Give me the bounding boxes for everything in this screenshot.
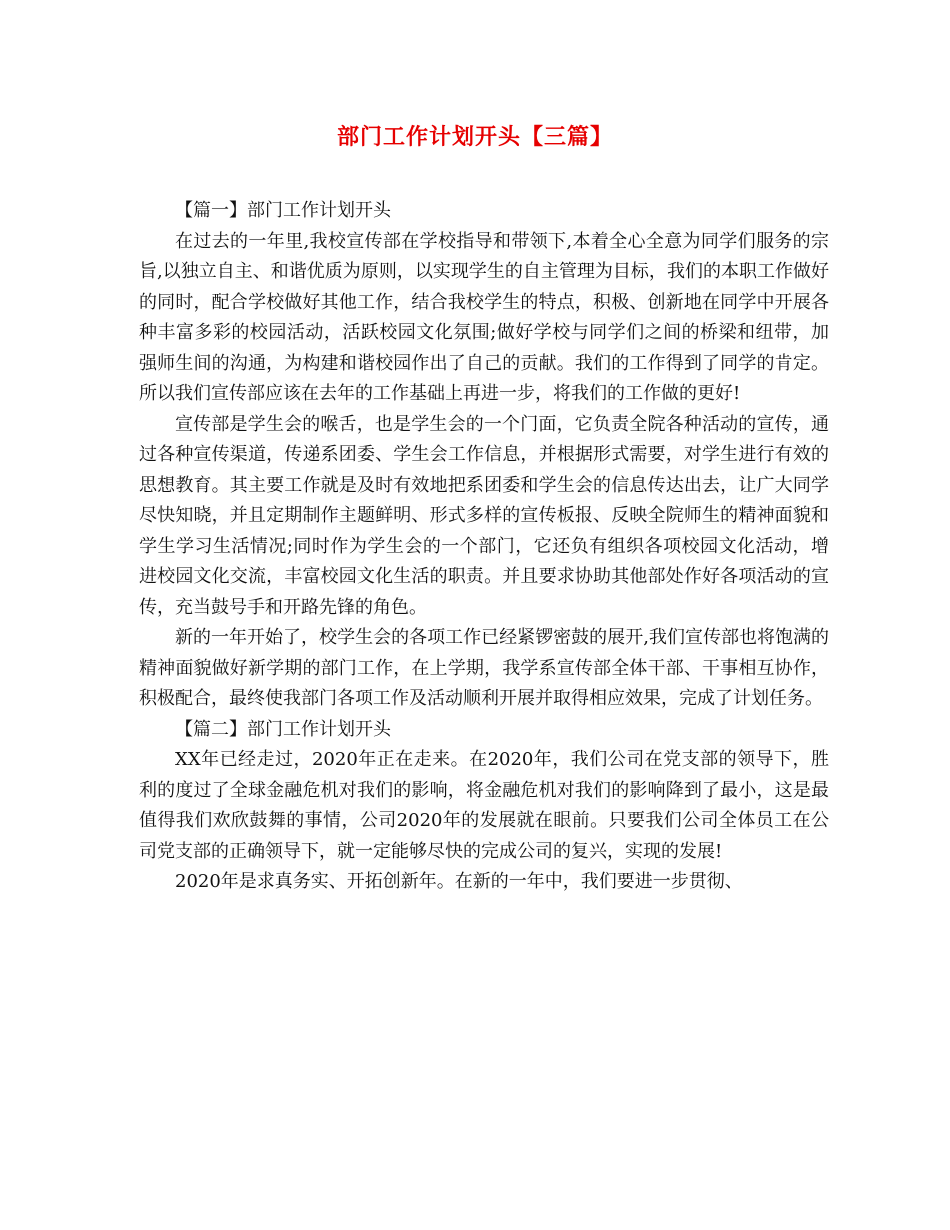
- paragraph-3: 新的一年开始了，校学生会的各项工作已经紧锣密鼓的展开,我们宣传部也将饱满的精神面貌做好新学期的部门工作，在上学期，我学系宣传部全体干部、干事相互协作，积极配合，最终使我部门各项工作及活动顺利开展并取得相应效果，完成了计划任务。: [139, 627, 829, 709]
- document-title: 部门工作计划开头【三篇】: [336, 124, 613, 150]
- document-body: [139, 196, 829, 898]
- section-heading-1: 【篇一】部门工作计划开头: [175, 200, 391, 221]
- paragraph-1: 在过去的一年里,我校宣传部在学校指导和带领下,本着全心全意为同学们服务的宗旨,以独立自主、和谐优质为原则，以实现学生的自主管理为目标，我们的本职工作做好的同时，配合学校做好其他工作，结合我校学生的特点，积极、创新地在同学中开展各种丰富多彩的校园活动，活跃校园文化氛围;做好学校与同学们之间的桥梁和纽带，加强师生间的沟通，为构建和谐校园作出了自己的贡献。我们的工作得到了同学的肯定。所以我们宣传部应该在去年的工作基础上再进一步，将我们的工作做的更好!: [139, 230, 829, 404]
- paragraph-2: 宣传部是学生会的喉舌，也是学生会的一个门面，它负责全院各种活动的宣传，通过各种宣传渠道，传递系团委、学生会工作信息，并根据形式需要，对学生进行有效的思想教育。其主要工作就是及时有效地把系团委和学生会的信息传达出去，让广大同学尽快知晓，并且定期制作主题鲜明、形式多样的宣传板报、反映全院师生的精神面貌和学生学习生活情况;同时作为学生会的一个部门，它还负有组织各项校园文化活动，增进校园文化交流，丰富校园文化生活的职责。并且要求协助其他部处作好各项活动的宣传，充当鼓号手和开路先锋的角色。: [139, 413, 829, 618]
- paragraph-5: 2020年是求真务实、开拓创新年。在新的一年中，我们要进一步贯彻、: [175, 871, 743, 892]
- paragraph-4: XX年已经走过，2020年正在走来。在2020年，我们公司在党支部的领导下，胜利的度过了全球金融危机对我们的影响，将金融危机对我们的影响降到了最小，这是最值得我们欢欣鼓舞的事情，公司2020年的发展就在眼前。只要我们公司全体员工在公司党支部的正确领导下，就一定能够尽快的完成公司的复兴，实现的发展!: [139, 749, 829, 862]
- section-heading-2: 【篇二】部门工作计划开头: [175, 718, 391, 740]
